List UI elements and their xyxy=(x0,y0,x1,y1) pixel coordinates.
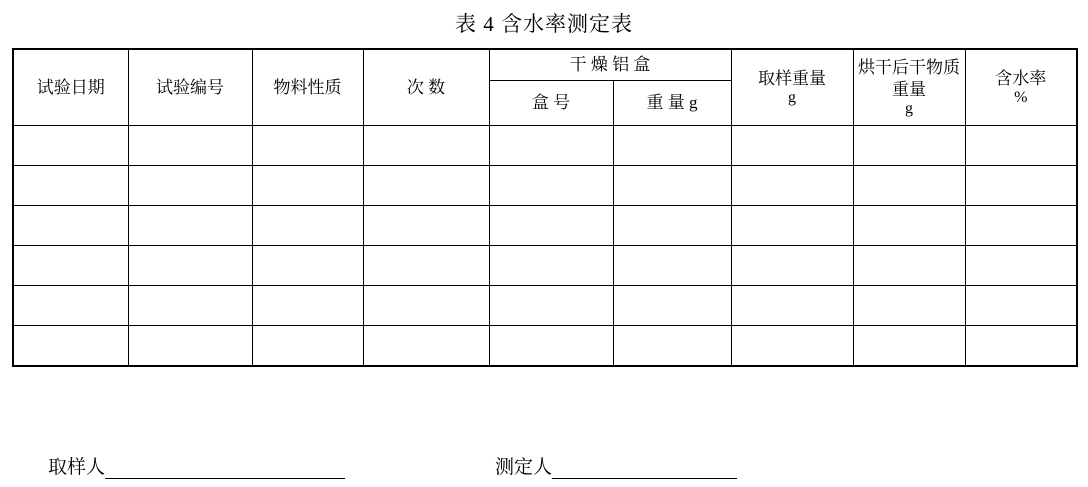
cell-sample-weight[interactable] xyxy=(731,326,853,367)
cell-moisture-rate[interactable] xyxy=(965,126,1077,166)
cell-test-no[interactable] xyxy=(128,286,252,326)
cell-dry-matter-weight[interactable] xyxy=(853,286,965,326)
table-body xyxy=(13,126,1077,367)
col-header-dry-matter-weight-label: 烘干后干物质重量 xyxy=(858,58,960,99)
col-header-sample-weight-unit: g xyxy=(788,89,796,107)
cell-box-weight[interactable] xyxy=(613,206,731,246)
moisture-table-container xyxy=(12,48,1076,367)
cell-box-weight[interactable] xyxy=(613,126,731,166)
cell-times[interactable] xyxy=(363,246,489,286)
cell-test-no[interactable] xyxy=(128,206,252,246)
signature-row xyxy=(0,452,1088,479)
table-header-row-1 xyxy=(13,49,1077,81)
col-header-box-weight: 重 量 g xyxy=(613,81,731,126)
cell-dry-matter-weight[interactable] xyxy=(853,246,965,286)
table-row xyxy=(13,126,1077,166)
table-header xyxy=(13,49,1077,126)
cell-test-no[interactable] xyxy=(128,326,252,367)
col-header-dry-aluminum-box-group: 干 燥 铝 盒 xyxy=(489,49,731,81)
col-header-moisture-rate xyxy=(965,49,1077,126)
cell-sample-weight[interactable] xyxy=(731,286,853,326)
col-header-box-no: 盒 号 xyxy=(489,81,613,126)
cell-box-weight[interactable] xyxy=(613,286,731,326)
col-header-moisture-rate-unit: % xyxy=(1014,89,1028,107)
cell-test-date[interactable] xyxy=(13,166,128,206)
cell-material-property[interactable] xyxy=(252,286,363,326)
col-header-test-no: 试验编号 xyxy=(128,49,252,126)
cell-test-date[interactable] xyxy=(13,246,128,286)
tester-signature-line[interactable] xyxy=(552,464,737,479)
table-row xyxy=(13,286,1077,326)
cell-test-no[interactable] xyxy=(128,246,252,286)
cell-box-no[interactable] xyxy=(489,166,613,206)
cell-material-property[interactable] xyxy=(252,166,363,206)
cell-sample-weight[interactable] xyxy=(731,166,853,206)
cell-test-date[interactable] xyxy=(13,126,128,166)
sampler-label: 取样人 xyxy=(48,457,106,478)
cell-box-weight[interactable] xyxy=(613,326,731,367)
col-header-moisture-rate-label: 含水率 xyxy=(995,68,1047,88)
cell-moisture-rate[interactable] xyxy=(965,286,1077,326)
table-row xyxy=(13,246,1077,286)
cell-times[interactable] xyxy=(363,126,489,166)
cell-test-date[interactable] xyxy=(13,326,128,367)
cell-box-no[interactable] xyxy=(489,126,613,166)
cell-material-property[interactable] xyxy=(252,246,363,286)
cell-box-no[interactable] xyxy=(489,246,613,286)
cell-times[interactable] xyxy=(363,286,489,326)
table-row xyxy=(13,326,1077,367)
cell-box-no[interactable] xyxy=(489,326,613,367)
cell-box-weight[interactable] xyxy=(613,246,731,286)
cell-dry-matter-weight[interactable] xyxy=(853,206,965,246)
sampler-signature-field xyxy=(48,452,345,479)
cell-sample-weight[interactable] xyxy=(731,246,853,286)
cell-dry-matter-weight[interactable] xyxy=(853,166,965,206)
col-header-sample-weight-label: 取样重量 xyxy=(758,68,826,88)
cell-test-no[interactable] xyxy=(128,126,252,166)
sampler-signature-line[interactable] xyxy=(105,464,345,479)
tester-signature-field xyxy=(495,452,737,479)
cell-dry-matter-weight[interactable] xyxy=(853,326,965,367)
cell-box-no[interactable] xyxy=(489,206,613,246)
cell-moisture-rate[interactable] xyxy=(965,326,1077,367)
cell-sample-weight[interactable] xyxy=(731,206,853,246)
col-header-times: 次 数 xyxy=(363,49,489,126)
cell-box-weight[interactable] xyxy=(613,166,731,206)
cell-material-property[interactable] xyxy=(252,206,363,246)
cell-test-no[interactable] xyxy=(128,166,252,206)
cell-moisture-rate[interactable] xyxy=(965,166,1077,206)
table-row xyxy=(13,206,1077,246)
cell-test-date[interactable] xyxy=(13,286,128,326)
page-title: 表 4 含水率测定表 xyxy=(455,12,633,36)
moisture-content-table xyxy=(12,48,1078,367)
col-header-material-property: 物料性质 xyxy=(252,49,363,126)
cell-material-property[interactable] xyxy=(252,326,363,367)
cell-dry-matter-weight[interactable] xyxy=(853,126,965,166)
cell-moisture-rate[interactable] xyxy=(965,206,1077,246)
cell-material-property[interactable] xyxy=(252,126,363,166)
table-row xyxy=(13,166,1077,206)
cell-test-date[interactable] xyxy=(13,206,128,246)
tester-label: 测定人 xyxy=(495,457,553,478)
cell-times[interactable] xyxy=(363,326,489,367)
col-header-dry-matter-weight xyxy=(853,49,965,126)
col-header-test-date: 试验日期 xyxy=(13,49,128,126)
cell-sample-weight[interactable] xyxy=(731,126,853,166)
cell-moisture-rate[interactable] xyxy=(965,246,1077,286)
cell-times[interactable] xyxy=(363,206,489,246)
cell-box-no[interactable] xyxy=(489,286,613,326)
col-header-dry-matter-weight-unit: g xyxy=(905,99,913,117)
col-header-sample-weight xyxy=(731,49,853,126)
cell-times[interactable] xyxy=(363,166,489,206)
